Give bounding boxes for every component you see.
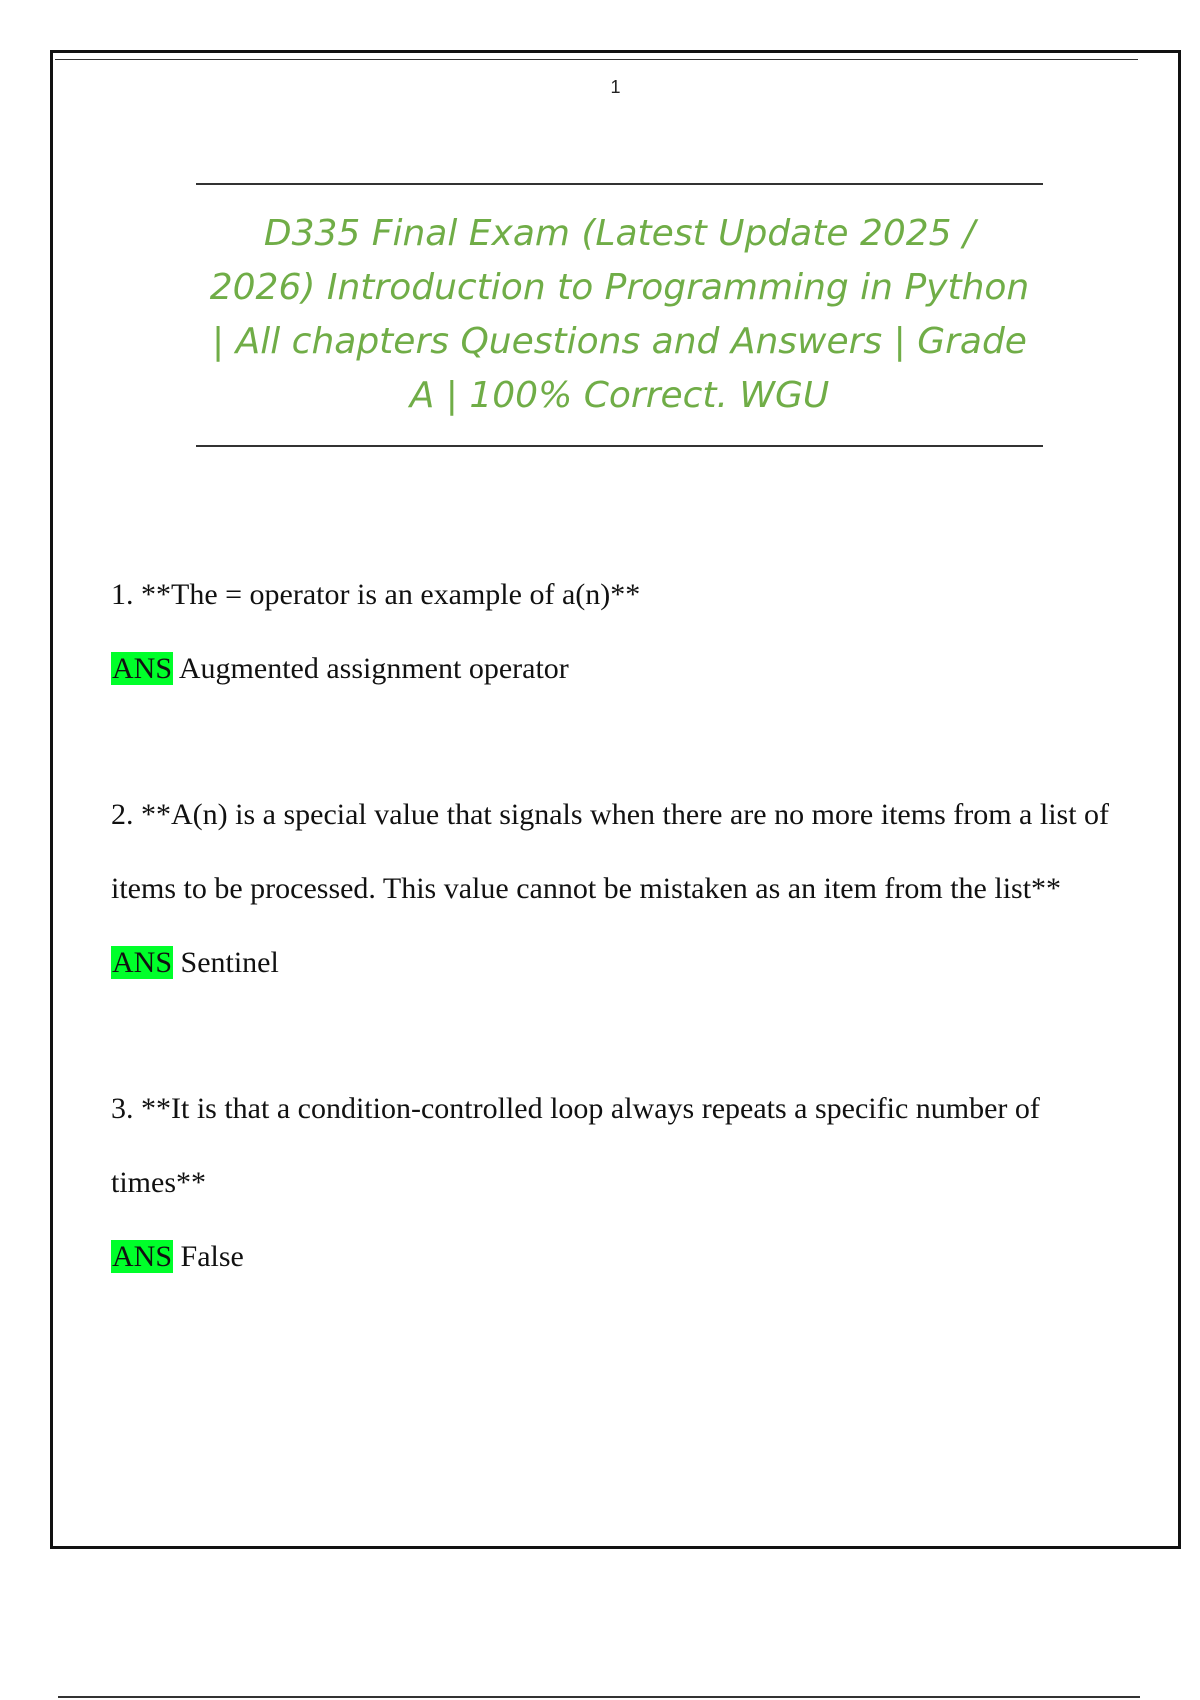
- question-text: 1. **The = operator is an example of a(n)**: [111, 578, 641, 611]
- title-bottom-rule: [196, 445, 1043, 447]
- question-item-2: [111, 778, 1131, 1000]
- document-title: D335 Final Exam (Latest Update 2025 / 2026) Introduction to Programming in Python | All chapters Questions and Answers | Grade A | 100% Correct. WGU: [209, 213, 1030, 416]
- question-list: [111, 558, 1131, 1366]
- answer-line: [111, 632, 1131, 706]
- question-text: 3. **It is that a condition-controlled loop always repeats a specific number of times**: [111, 1092, 1040, 1199]
- answer-line: [111, 1220, 1131, 1294]
- ans-label: ANS: [112, 1240, 173, 1273]
- top-rule: [55, 59, 1138, 60]
- question-text: 2. **A(n) is a special value that signals when there are no more items from a list of items to be processed. This value cannot be mistaken as an item from the list**: [111, 798, 1110, 905]
- answer-text: False: [180, 1240, 244, 1273]
- answer-text: Augmented assignment operator: [178, 652, 569, 685]
- question-item-3: [111, 1072, 1131, 1294]
- next-page-top-rule: [58, 1696, 1140, 1698]
- ans-label: ANS: [112, 946, 173, 979]
- title-block: [196, 183, 1043, 447]
- answer-text: Sentinel: [180, 946, 279, 979]
- answer-line: [111, 926, 1131, 1000]
- page-number: 1: [610, 77, 621, 97]
- ans-label: ANS: [112, 652, 173, 685]
- document-page: [50, 50, 1181, 1549]
- question-item-1: [111, 558, 1131, 706]
